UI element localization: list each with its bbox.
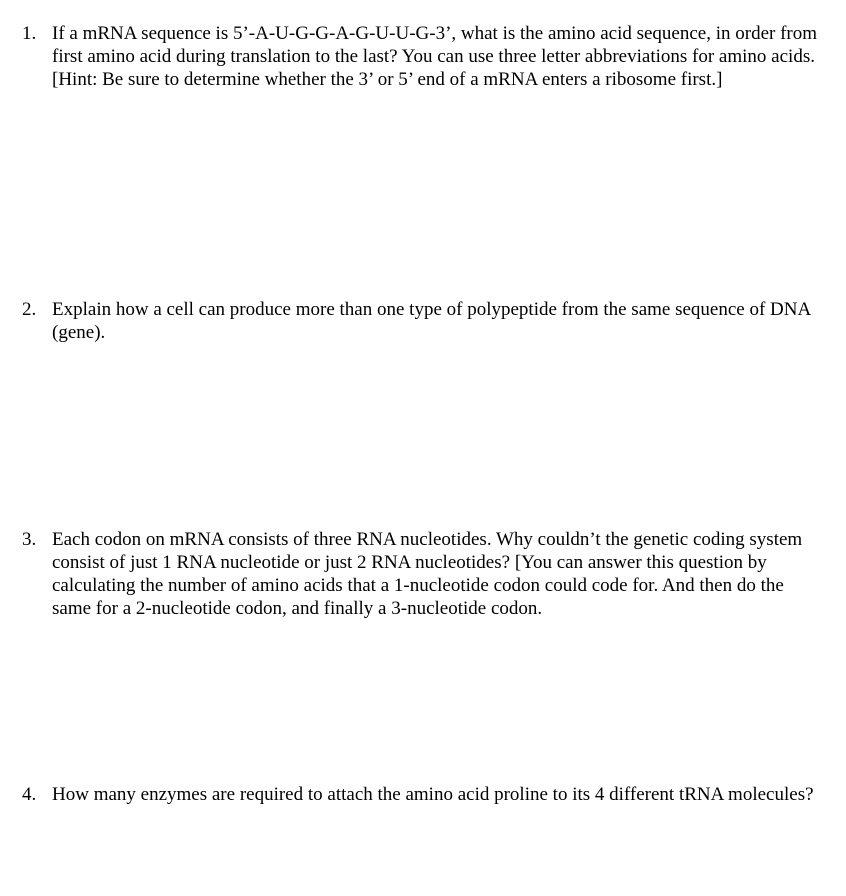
- question-1: [22, 22, 822, 91]
- question-3-text: Each codon on mRNA consists of three RNA nucleotides. Why couldn’t the genetic coding system consist of just 1 RNA nucleotide or just 2 RNA nucleotides? [You can answer this question by calculating the number of amino acids that a 1-nucleotide codon could code for. And then do the same for a 2-nucleotide codon, and finally a 3-nucleotide codon.: [52, 529, 803, 619]
- question-3-number: 3.: [22, 529, 37, 550]
- question-1-text: If a mRNA sequence is 5’-A-U-G-G-A-G-U-U-G-3’, what is the amino acid sequence, in order from first amino acid during translation to the last? You can use three letter abbreviations for amino acids. [Hint: Be sure to determine whether the 3’ or 5’ end of a mRNA enters a ribosome first.]: [52, 23, 818, 90]
- question-3: [22, 528, 822, 620]
- question-4: [22, 783, 822, 806]
- question-2: [22, 298, 822, 344]
- question-4-text: How many enzymes are required to attach the amino acid proline to its 4 different tRNA molecules?: [52, 784, 814, 805]
- question-1-number: 1.: [22, 23, 37, 44]
- question-2-text: Explain how a cell can produce more than one type of polypeptide from the same sequence of DNA (gene).: [52, 299, 811, 343]
- question-2-number: 2.: [22, 299, 37, 320]
- question-4-number: 4.: [22, 784, 37, 805]
